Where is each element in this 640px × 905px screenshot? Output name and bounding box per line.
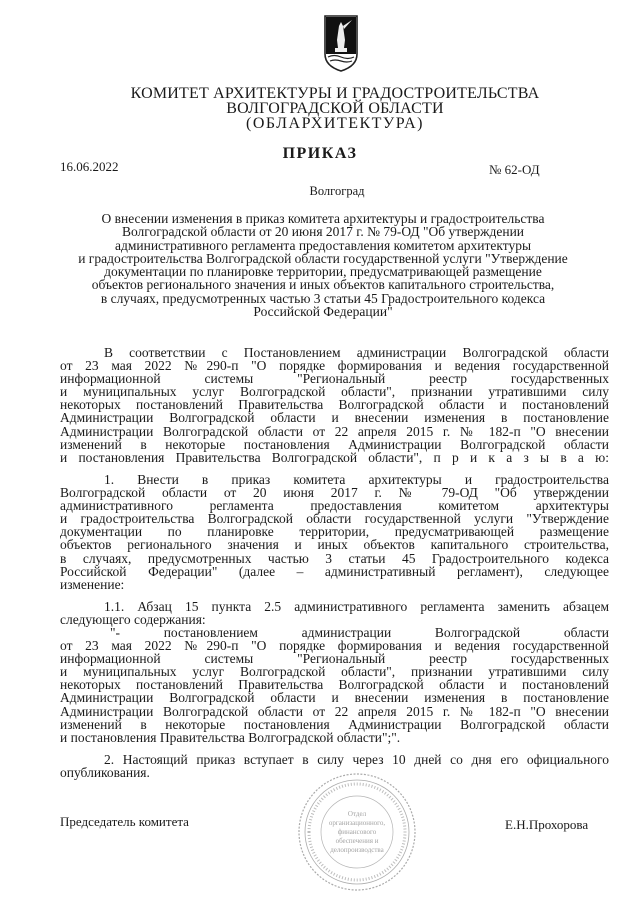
order-date: 16.06.2022 [60, 159, 119, 174]
text-line: и градостроительства Волгоградской области государственной услуги "Утверждение [60, 511, 609, 527]
subject-line: документации по планировке территории, предусматривающей размещение [104, 264, 542, 280]
signatory-position: Председатель комитета [60, 814, 189, 829]
text-line: 1. Внести в приказ комитета архитектуры и градостроительства [104, 472, 609, 487]
text-line: и муниципальных услуг Волгоградской области", признании утратившими силу [60, 664, 609, 680]
text-line: следующего содержания: [60, 612, 206, 628]
subject-line: и градостроительства Волгоградской области государственной услуги "Утверждение [78, 250, 568, 266]
text-line: некоторых постановлений Правительства Волгоградской области и постановлений [60, 397, 609, 413]
quoted-replacement-text [60, 626, 609, 744]
text-line: документации по планировке территории, предусматривающей размещение [60, 524, 609, 540]
text-line: и постановления Правительства Волгоградской области";". [60, 729, 401, 745]
item-1-paragraph [60, 473, 609, 591]
text-line: Администрации Волгоградской области и внесении изменения в постановление [60, 690, 609, 706]
text-line: и постановления Правительства Волгоградской области", п р и к а з ы в а ю: [60, 449, 609, 465]
text-line: информационной системы "Региональный реестр государственных [60, 651, 609, 667]
text-line: Российской Федерации" (далее – административный регламент), следующее [60, 563, 609, 579]
order-number: № 62-ОД [489, 162, 540, 177]
coat-of-arms-icon [322, 14, 360, 72]
subject-line: административного регламента предоставления комитетом архитектуры [114, 237, 532, 253]
stamp-text: Отдел [347, 810, 367, 818]
text-line: 2. Настоящий приказ вступает в силу через 10 дней со дня его официального [104, 752, 609, 767]
subject-line: Волгоградской области от 20 июня 2017 г. № 79-ОД "Об утверждении [121, 224, 525, 240]
text-line: и муниципальных услуг Волгоградской области", признании утратившими силу [60, 384, 609, 400]
text-line: изменение: [60, 576, 125, 592]
text-line: Администрации Волгоградской области и внесении изменения в постановление [60, 410, 609, 426]
text-line: изменений в некоторые постановления Администрации Волгоградской области [60, 716, 609, 732]
text-line: объектов регионального значения и иных объектов капитального строительства, [60, 537, 609, 553]
text-line: в случаях, предусмотренных частью 3 статьи 45 Градостроительного кодекса [60, 550, 609, 566]
organization-short-name: (ОБЛАРХИТЕКТУРА) [245, 115, 424, 132]
item-1-1-paragraph [60, 600, 609, 626]
text-line: Администрации Волгоградской области от 22 апреля 2015 г. № 182-п "О внесении [60, 703, 609, 719]
subject-line: в случаях, предусмотренных частью 3 статьи 45 Градостроительного кодекса [100, 290, 546, 306]
stamp-text: организационного, [328, 819, 386, 827]
order-city: Волгоград [309, 184, 365, 198]
organization-region: ВОЛГОГРАДСКОЙ ОБЛАСТИ [226, 100, 444, 117]
text-line: административного регламента предоставления комитетом архитектуры [60, 498, 609, 514]
signatory-name: Е.Н.Прохорова [505, 817, 589, 832]
text-line: информационной системы "Региональный реестр государственных [60, 371, 609, 387]
stamp-text: делопроизводства [330, 846, 384, 854]
text-line: Администрации Волгоградской области от 22 апреля 2015 г. № 182-п "О внесении [60, 423, 609, 439]
official-stamp [295, 770, 419, 894]
stamp-text: финансового [337, 828, 377, 836]
subject-line: О внесении изменения в приказ комитета архитектуры и градостроительства [101, 211, 545, 226]
text-line: 1.1. Абзац 15 пункта 2.5 административного регламента заменить абзацем [104, 599, 609, 614]
document-type: ПРИКАЗ [282, 145, 358, 162]
text-line: от 23 мая 2022 №290-п "О порядке формирования и ведения государственной [60, 358, 609, 374]
subject-line: объектов регионального значения и иных объектов капитального строительства, [91, 277, 555, 293]
text-line: опубликования. [60, 765, 150, 781]
order-subject [58, 212, 588, 318]
stamp-text: обеспечения и [335, 837, 379, 845]
subject-line: Российской Федерации" [253, 304, 393, 320]
text-line: "- постановлением администрации Волгоградской области [110, 625, 609, 640]
text-line: В соответствии с Постановлением администрации Волгоградской области [104, 345, 609, 360]
text-line: некоторых постановлений Правительства Волгоградской области и постановлений [60, 677, 609, 693]
organization-name: КОМИТЕТ АРХИТЕКТУРЫ И ГРАДОСТРОИТЕЛЬСТВА [130, 85, 540, 102]
text-line: изменений в некоторые постановления Администрации Волгоградской области [60, 436, 609, 452]
preamble-paragraph [60, 346, 609, 464]
text-line: от 23 мая 2022 №290-п "О порядке формирования и ведения государственной [60, 638, 609, 654]
text-line: Волгоградской области от 20 июня 2017 г. № 79-ОД "Об утверждении [60, 485, 609, 501]
